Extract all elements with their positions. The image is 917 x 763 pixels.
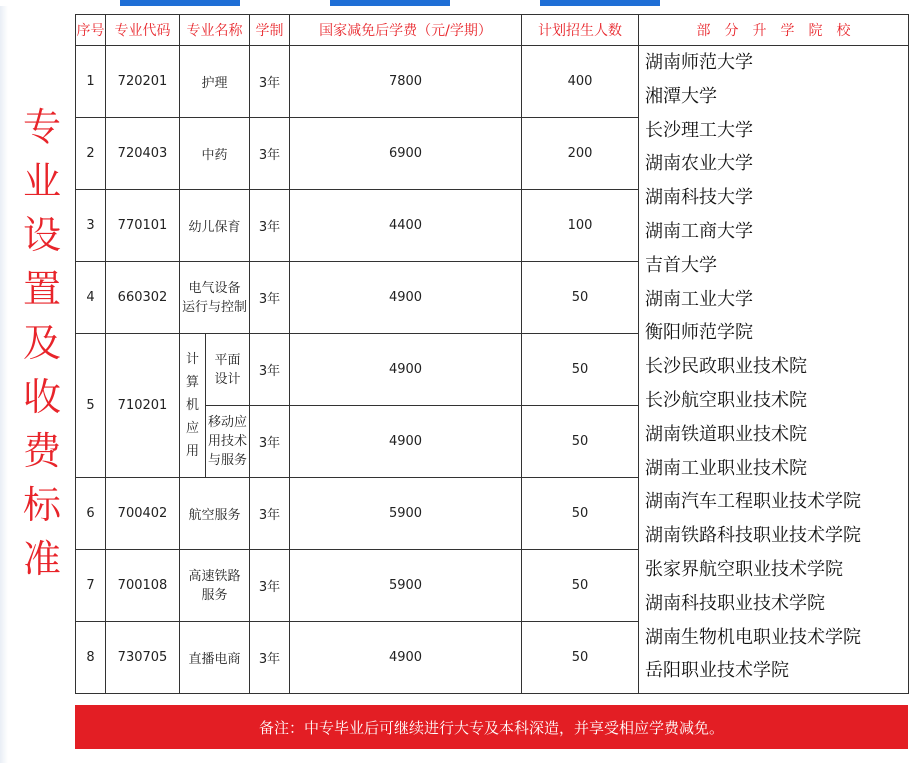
cell-fee: 5900 [290, 478, 522, 550]
cell-fee: 6900 [290, 118, 522, 190]
header-enroll: 计划招生人数 [522, 15, 639, 46]
cell-fee: 4900 [290, 262, 522, 334]
cell-code: 660302 [106, 262, 180, 334]
college-item: 湖南工商大学 [645, 220, 753, 242]
cell-code: 700402 [106, 478, 180, 550]
cell-duration: 3年 [250, 478, 290, 550]
college-item: 湘潭大学 [645, 85, 717, 107]
header-fee: 国家减免后学费（元/学期） [290, 15, 522, 46]
cell-code: 730705 [106, 622, 180, 694]
college-item: 湖南铁路科技职业技术学院 [645, 525, 861, 547]
college-item: 长沙民政职业技术院 [645, 356, 807, 378]
cell-name-line: 平面 [214, 352, 241, 368]
cell-no: 4 [76, 262, 106, 334]
note-banner: 备注：中专毕业后可继续进行大专及本科深造，并享受相应学费减免。 [75, 705, 908, 749]
cell-duration: 3年 [250, 334, 290, 406]
cell-name-line: 与服务 [207, 453, 247, 468]
top-stripe [120, 0, 240, 6]
cell-name: 航空服务 [180, 478, 250, 550]
cell-name: 幼儿保育 [180, 190, 250, 262]
cell-enroll: 100 [522, 190, 639, 262]
cell-no: 3 [76, 190, 106, 262]
college-item: 湖南科技职业技术学院 [645, 592, 825, 614]
cell-no: 7 [76, 550, 106, 622]
group-char: 机 [185, 398, 199, 413]
cell-code: 720403 [106, 118, 180, 190]
cell-enroll: 50 [522, 478, 639, 550]
cell-fee: 4900 [290, 622, 522, 694]
header-no: 序号 [76, 15, 106, 46]
cell-enroll: 400 [522, 46, 639, 118]
side-title-char: 标 [22, 483, 61, 527]
top-stripe [330, 0, 450, 6]
table-header-row [76, 15, 909, 46]
cell-duration: 3年 [250, 262, 290, 334]
cell-enroll: 50 [522, 262, 639, 334]
cell-name-line: 高速铁路 [188, 568, 241, 584]
college-item: 岳阳职业技术学院 [645, 660, 789, 682]
table-row [76, 46, 909, 118]
cell-name: 护理 [180, 46, 250, 118]
college-item: 衡阳师范学院 [645, 322, 753, 344]
cell-duration: 3年 [250, 622, 290, 694]
side-title-char: 及 [22, 321, 61, 365]
cell-code: 700108 [106, 550, 180, 622]
cell-duration: 3年 [250, 118, 290, 190]
college-item: 张家界航空职业技术学院 [645, 558, 843, 580]
cell-fee: 4900 [290, 334, 522, 406]
cell-name-line: 运行与控制 [181, 299, 247, 315]
cell-name: 直播电商 [180, 622, 250, 694]
cell-fee: 7800 [290, 46, 522, 118]
cell-no: 2 [76, 118, 106, 190]
cell-name: 中药 [180, 118, 250, 190]
header-colleges: 部 分 升 学 院 校 [639, 15, 909, 46]
cell-enroll: 50 [522, 550, 639, 622]
left-shade [0, 0, 8, 763]
college-item: 湖南工业职业技术院 [645, 457, 807, 479]
cell-duration: 3年 [250, 190, 290, 262]
college-item: 湖南汽车工程职业技术学院 [645, 491, 861, 513]
college-item: 湖南工业大学 [645, 288, 753, 310]
cell-code: 710201 [106, 334, 180, 478]
header-duration: 学制 [250, 15, 290, 46]
college-item: 湖南农业大学 [645, 153, 753, 175]
cell-name-line: 设计 [214, 371, 241, 387]
cell-name [180, 262, 250, 334]
college-item: 吉首大学 [645, 254, 717, 276]
group-char: 应 [185, 421, 199, 436]
top-decor-bar [0, 0, 917, 6]
header-name: 专业名称 [180, 15, 250, 46]
cell-sub-name [206, 406, 250, 478]
side-title [14, 100, 70, 586]
side-title-char: 设 [22, 213, 61, 257]
cell-code: 720201 [106, 46, 180, 118]
cell-no: 6 [76, 478, 106, 550]
cell-name-line: 移动应 [207, 415, 247, 430]
colleges-list [639, 46, 909, 694]
cell-duration: 3年 [250, 406, 290, 478]
college-item: 湖南科技大学 [645, 187, 753, 209]
college-item: 湖南生物机电职业技术学院 [645, 626, 861, 648]
side-title-char: 收 [22, 375, 61, 419]
cell-name [180, 550, 250, 622]
college-item: 长沙理工大学 [645, 119, 753, 141]
cell-no: 1 [76, 46, 106, 118]
cell-duration: 3年 [250, 550, 290, 622]
cell-enroll: 50 [522, 334, 639, 406]
cell-sub-name [206, 334, 250, 406]
header-code: 专业代码 [106, 15, 180, 46]
college-item: 湖南铁道职业技术院 [645, 423, 807, 445]
cell-no: 8 [76, 622, 106, 694]
cell-name-line: 服务 [201, 587, 228, 603]
cell-fee: 5900 [290, 550, 522, 622]
side-title-char: 专 [22, 105, 61, 149]
group-char: 用 [185, 444, 199, 459]
major-fee-table [75, 14, 909, 694]
group-char: 算 [185, 375, 199, 390]
cell-name-line: 电气设备 [188, 280, 241, 296]
group-char: 计 [185, 352, 199, 367]
cell-name-line: 用技术 [207, 434, 247, 449]
cell-fee: 4900 [290, 406, 522, 478]
college-item: 长沙航空职业技术院 [645, 389, 807, 411]
cell-duration: 3年 [250, 46, 290, 118]
side-title-char: 置 [22, 267, 61, 311]
college-item: 湖南师范大学 [645, 52, 753, 73]
side-title-char: 费 [22, 429, 61, 473]
side-title-char: 业 [22, 159, 61, 203]
side-title-char: 准 [22, 537, 61, 581]
cell-enroll: 50 [522, 406, 639, 478]
cell-enroll: 50 [522, 622, 639, 694]
cell-fee: 4400 [290, 190, 522, 262]
top-stripe [540, 0, 660, 6]
cell-no: 5 [76, 334, 106, 478]
cell-enroll: 200 [522, 118, 639, 190]
cell-code: 770101 [106, 190, 180, 262]
cell-group-name [180, 334, 206, 478]
